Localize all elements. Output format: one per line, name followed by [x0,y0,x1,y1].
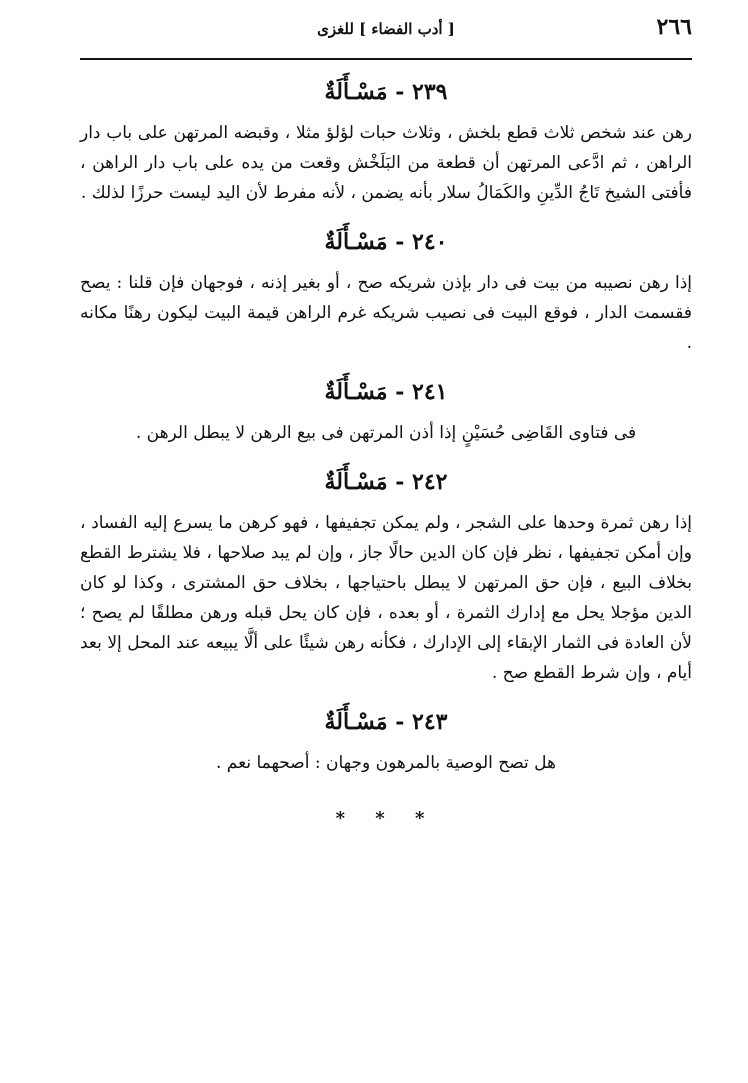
page-number: ٢٦٦ [656,14,692,40]
section-heading: ٢٤٢ - مَسْـأَلَةٌ [324,469,448,495]
page-header [80,12,692,52]
section-heading: ٢٤١ - مَسْـأَلَةٌ [324,379,448,405]
end-ornament: * * * [335,808,437,829]
running-title: [ أدب الفضاء ] للغزى [317,20,455,38]
section-text: رهن عند شخص ثلاث قطع بلخش ، وثلاث حبات لؤلؤ مثلا ، وقبضه المرتهن على باب دار الراهن ، ثم ادَّعى المرتهن أن قطعة من البَلَخْش وقعت من يده على باب دار الراهن ، فأفتى الشيخ تَاجُ الدِّينِ والكَمَالُ سلار بأنه يضمن ، لأنه مفرط لأن اليد ليست حرزًا لذلك . [80,123,692,203]
section-text: فى فتاوى القَاضِى حُسَيْنٍ إذا أذن المرتهن فى بيع الرهن لا يبطل الرهن . [135,423,637,443]
section-text: إذا رهن نصيبه من بيت فى دار بإذن شريكه صح ، أو بغير إذنه ، فوجهان فإن قلنا : يصح فقسمت الدار ، فوقع البيت فى نصيب شريكه غرم الراهن قيمة البيت ليكون رهنًا مكانه . [80,273,692,353]
section-heading: ٢٤٠ - مَسْـأَلَةٌ [324,229,448,255]
section-heading: ٢٤٣ - مَسْـأَلَةٌ [324,709,448,735]
section-242 [80,456,692,688]
header-divider [80,58,692,60]
section-text: إذا رهن ثمرة وحدها على الشجر ، ولم يمكن تجفيفها ، فهو كرهن ما يسرع إليه الفساد ، وإن أمكن تجفيفها ، نظر فإن كان الدين حالًا جاز ، وإن لم يبد صلاحها ، فلا يشترط القطع بخلاف البيع ، فإن حق المرتهن لا يبطل باحتياجها ، بخلاف حق المشترى ، وكذا لو كان الدين مؤجلا يحل مع إدارك الثمرة ، أو بعده ، فإن كان يحل قبله ورهن مطلقًا لم يصح ؛ لأن العادة فى الثمار الإبقاء إلى الإدارك ، فكأنه رهن شيئًا على ألَّا يبيعه عند المحل إلا بعد أيام ، وإن شرط القطع صح . [80,513,692,683]
section-heading: ٢٣٩ - مَسْـأَلَةٌ [324,79,448,105]
section-text: هل تصح الوصية بالمرهون وجهان : أصحهما نعم . [216,753,556,773]
section-239 [80,66,692,208]
section-240 [80,216,692,358]
section-241 [80,366,692,448]
section-243 [80,696,692,778]
page-content [80,66,692,829]
